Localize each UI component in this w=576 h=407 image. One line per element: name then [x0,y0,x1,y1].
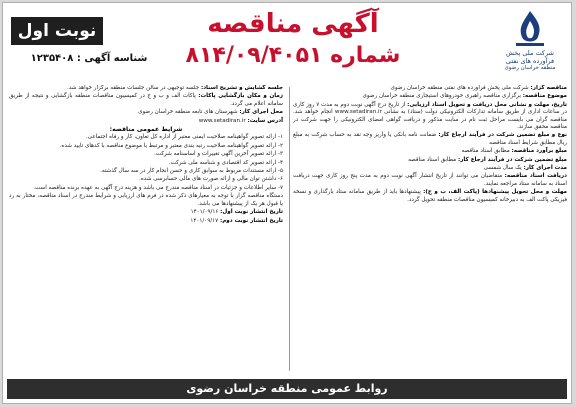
paragraph [9,218,283,225]
title-block [163,9,423,69]
paragraph [9,126,283,133]
paragraph-text: یک سال شمسی [483,165,522,172]
paragraph-text: ۱- ارائه تصویر گواهینامه صلاحیت ایمنی معتبر از اداره کل تعاون، کار و رفاه اجتماعی. [85,134,283,141]
paragraph [9,151,283,158]
footer-banner: روابط عمومی منطقه خراسان رضوی [7,379,567,399]
paragraph [293,102,567,132]
paragraph [293,148,567,155]
paragraph-label: جلسه گشایش و تشریح اسناد: [200,85,283,91]
paragraph-text: ۶- داشتن توان مالی و ارائه صورت های مالی حسابرسی شده. [139,176,283,183]
turn-badge: نوبت اول [11,17,103,45]
ad-title: آگهی مناقصه [207,9,379,39]
paragraph-text: ۷- سایر اطلاعات و جزئیات در اسناد مناقصه مندرج می باشد و هزینه درج آگهی به عهده برنده مناقصه است. [33,184,283,191]
paragraph [9,118,283,125]
org-name: شرکت ملی پخش فرآورده های نفتی [505,49,555,65]
paragraph-text: مطابق اسناد مناقصه [408,156,457,163]
paragraph-text: شهرستان های تابعه منطقه خراسان رضوی [138,109,238,116]
paragraph [293,189,567,204]
paragraph [9,185,283,192]
column-divider [289,87,290,371]
right-column [293,85,567,375]
tender-number: ۸۱۴/۰۹/۴۰۵۱ [185,43,323,68]
paragraph [9,93,283,108]
flame-logo-icon [508,9,552,49]
paragraph-label: زمان و مکان بازگشایی پاکات: [198,93,283,100]
ad-id-value: ۱۲۳۵۴۰۸ [30,53,74,64]
paragraph [293,132,567,147]
paragraph-text: پاکات الف و ب و ج در کمیسیون مناقصات منطقه بازگشایی و نتیجه از طریق سامانه اعلام می گردد. [9,93,283,107]
left-column [9,85,283,375]
paragraph-text: ضمانت نامه بانکی یا واریز وجه نقد به حساب شرکت به مبلغ ریال مطابق شرایط اسناد مناقصه [293,132,567,146]
paragraph-text: مطابق اسناد مناقصه [461,148,510,155]
paragraph-text: www.setadiran.ir [198,117,246,124]
paragraph-label: آدرس سایت: [247,117,283,124]
body-columns [9,85,567,375]
paragraph-label: مهلت و محل تحویل پیشنهادها (پاکت الف، ب و ج): [423,189,567,196]
paragraph-text: پیشنهادها باید از طریق سامانه ستاد بارگذاری و نسخه فیزیکی پاکت الف به دبیرخانه کمیسیون مناقصات منطقه تحویل گردد. [293,189,567,203]
paragraph-label: تاریخ انتشار نوبت اول: [220,209,283,216]
paragraph-label: تاریخ، مهلت و نشانی محل دریافت و تحویل اسناد ارزیابی: [407,101,567,108]
paragraph-text: متقاضیان می توانند از تاریخ انتشار آگهی نوبت دوم به مدت پنج روز کاری جهت دریافت اسناد به سامانه ستاد مراجعه نمایند. [293,173,567,187]
paragraph-text: ۴- ارائه تصویر کد اقتصادی و شناسه ملی شرکت. [168,159,283,166]
paragraph [9,160,283,167]
paragraph [9,209,283,216]
advertisement-page [2,2,572,404]
paragraph [9,109,283,116]
paragraph-label: تاریخ انتشار نوبت دوم: [219,217,283,224]
paragraph-text: ۱۴۰۱/۰۹/۱۶ [190,209,219,216]
paragraph [9,85,283,92]
paragraph-text: ۳- ارائه تصویر آخرین آگهی تغییرات و اساسنامه شرکت. [154,151,283,158]
paragraph-label: مناقصه گزار: [530,85,567,91]
tender-label: شماره [330,43,401,68]
paragraph-text: برگزاری مناقصه راهبری خودروهای استیجاری منطقه خراسان رضوی [362,93,521,100]
paragraph [9,143,283,150]
paragraph [293,85,567,92]
paragraph [9,134,283,141]
paragraph-label: موضوع مناقصه: [522,93,567,100]
paragraph [9,193,283,208]
paragraph-text: ۲- ارائه تصویر گواهینامه صلاحیت رتبه بندی معتبر و مرتبط با موضوع مناقصه با کدهای تایید شده. [59,142,283,149]
paragraph-text: از تاریخ درج آگهی نوبت دوم به مدت ۷ روز کاری در ساعات اداری از طریق سامانه تدارکات الکترونیکی دولت (ستاد) به نشانی www.setadiran.ir انجام خواهد شد. مناقصه گران می بایست مراحل ثبت نام در سایت مذکور و دریافت گواهی امضای الکترونیکی را جهت شرکت در مناقصه محقق سازند. [293,101,567,131]
paragraph-text: شرایط عمومی مناقصه: [109,126,183,134]
ad-id-line [9,53,169,64]
paragraph-text: ۱۴۰۱/۰۹/۱۷ [190,217,219,224]
paragraph-text: ۵- ارائه مستندات مربوط به سوابق کاری و حسن انجام کار در سه سال گذشته. [100,168,283,175]
company-logo [495,9,565,72]
paragraph [293,157,567,164]
tender-number-line [163,43,423,69]
paragraph-label: مبلغ تضمین شرکت در فرآیند ارجاع کار: [457,156,567,163]
paragraph [293,173,567,188]
paragraph-label: محل اجرای کار: [239,109,283,116]
paragraph [9,168,283,175]
paragraph-label: نوع و مبلغ تضمین شرکت در فرآیند ارجاع کار: [438,132,567,139]
paragraph-label: مبلغ برآورد مناقصه: [511,148,567,155]
ad-header [3,3,572,83]
paragraph-text: شرکت ملی پخش فرآورده های نفتی منطقه خراسان رضوی [390,85,529,91]
paragraph-label: مدت اجرای کار: [523,165,567,172]
paragraph-label: دریافت اسناد مناقصه: [504,173,567,180]
paragraph-text: دستگاه مناقصه گزار با توجه به معیارهای ذکر شده در فرم های ارزیابی و شرایط مندرج در اسناد مناقصه، مختار به رد یا قبول هر یک از پیشنهادها می باشد. [9,193,283,207]
ad-id-label: شناسه آگهی : [76,53,148,64]
paragraph [9,176,283,183]
paragraph [293,93,567,100]
paragraph [293,165,567,172]
paragraph-text: جلسه توجیهی در سالن جلسات منطقه برگزار خواهد شد. [67,85,200,91]
org-region: منطقه خراسان رضوی [504,65,556,71]
